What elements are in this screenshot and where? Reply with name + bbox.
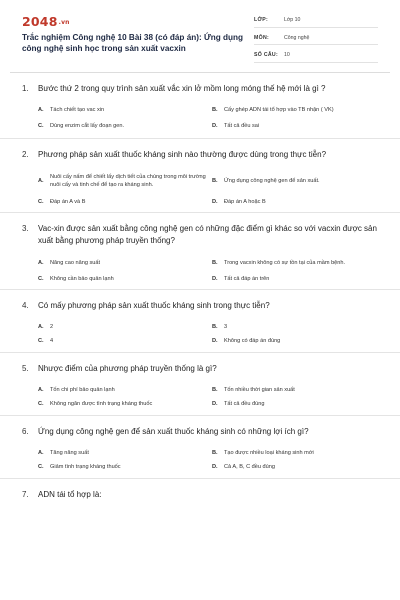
- option-text: Năng cao năng suất: [50, 259, 101, 266]
- answer-option[interactable]: [38, 460, 212, 474]
- option-text: Không ngăn được tình trạng kháng thuốc: [50, 400, 153, 407]
- answer-option[interactable]: [38, 254, 212, 272]
- option-key: A.: [38, 386, 44, 393]
- option-key: A.: [38, 259, 44, 266]
- option-key: C.: [38, 275, 44, 282]
- logo-suffix: .vn: [58, 19, 70, 26]
- question-text: ADN tái tổ hợp là:: [38, 490, 102, 499]
- logo-text: 2048: [22, 14, 58, 29]
- question-text-row: [22, 149, 386, 163]
- question-text-row: [22, 363, 386, 377]
- question-number: 7.: [22, 490, 29, 499]
- option-text: Tất cả đều đúng: [224, 400, 265, 407]
- info-label: MÔN:: [254, 34, 270, 41]
- option-key: B.: [212, 323, 218, 330]
- page-title: Trắc nghiệm Công nghệ 10 Bài 38 (có đáp án): Ứng dụng công nghệ sinh học trong sản xuất vacxin: [22, 33, 244, 53]
- option-grid: [38, 383, 386, 411]
- info-value: Công nghệ: [284, 34, 310, 41]
- answer-option[interactable]: [38, 397, 212, 411]
- option-text: Tốn nhiều thời gian sản xuất: [224, 386, 295, 393]
- question-text-row: [22, 426, 386, 440]
- info-label: SỐ CÂU:: [254, 52, 279, 59]
- question-number: 1.: [22, 84, 29, 93]
- question-item: [0, 353, 400, 416]
- answer-option[interactable]: [212, 460, 386, 474]
- question-text: Nhược điểm của phương pháp truyền thống là gì?: [38, 364, 217, 373]
- option-text: 3: [224, 323, 228, 330]
- option-grid: [38, 446, 386, 474]
- question-text: Ứng dụng công nghệ gen để sản xuất thuốc kháng sinh có những lợi ích gì?: [38, 427, 309, 436]
- question-text-row: [22, 300, 386, 314]
- info-row-count: [254, 49, 378, 63]
- option-key: C.: [38, 337, 44, 344]
- option-text: 4: [50, 337, 54, 344]
- question-item: [0, 479, 400, 503]
- info-row-subject: [254, 32, 378, 46]
- question-number: 5.: [22, 364, 29, 373]
- option-text: Ứng dụng công nghệ gen để sản xuất.: [224, 177, 320, 184]
- option-key: B.: [212, 449, 218, 456]
- option-grid: [38, 254, 386, 286]
- answer-option[interactable]: [38, 118, 212, 134]
- answer-option[interactable]: [212, 446, 386, 460]
- answer-option[interactable]: [38, 383, 212, 397]
- option-text: Không có đáp án đúng: [224, 337, 281, 344]
- question-item: [0, 139, 400, 213]
- header: [0, 0, 400, 70]
- question-number: 4.: [22, 301, 29, 310]
- option-text: Tất cả đáp án trên: [224, 275, 270, 282]
- question-number: 2.: [22, 150, 29, 159]
- option-grid: [38, 167, 386, 209]
- option-grid: [38, 320, 386, 348]
- option-text: Tất cả đều sai: [224, 122, 260, 129]
- question-list: [0, 73, 400, 503]
- option-key: D.: [212, 463, 218, 470]
- answer-option[interactable]: [38, 167, 212, 195]
- answer-option[interactable]: [38, 195, 212, 209]
- answer-option[interactable]: [212, 118, 386, 134]
- option-key: B.: [212, 259, 218, 266]
- answer-option[interactable]: [38, 334, 212, 348]
- info-value: Lớp 10: [284, 17, 301, 24]
- question-text: Vac-xin được sản xuất bằng công nghệ gen có những đặc điểm gì khác so với vacxin được sản xuất bằng phương pháp truyền thống?: [38, 224, 377, 245]
- option-key: D.: [212, 122, 218, 129]
- option-key: C.: [38, 400, 44, 407]
- answer-option[interactable]: [212, 102, 386, 118]
- option-key: B.: [212, 386, 218, 393]
- question-text: Có mấy phương pháp sản xuất thuốc kháng sinh trong thực tiễn?: [38, 301, 270, 310]
- info-panel: [254, 14, 378, 67]
- option-key: A.: [38, 323, 44, 330]
- answer-option[interactable]: [212, 320, 386, 334]
- answer-option[interactable]: [212, 167, 386, 195]
- question-item: [0, 416, 400, 479]
- option-key: C.: [38, 198, 44, 205]
- option-text: Tốn chi phí bảo quản lạnh: [50, 386, 115, 393]
- answer-option[interactable]: [212, 383, 386, 397]
- question-item: [0, 213, 400, 290]
- answer-option[interactable]: [212, 254, 386, 272]
- answer-option[interactable]: [38, 272, 212, 286]
- option-text: Trong vacxin không có sự tồn tại của mầm bệnh.: [224, 259, 346, 266]
- question-text: Bước thứ 2 trong quy trình sản xuất vắc xin lở mồm long móng thế hệ mới là gì ?: [38, 84, 326, 93]
- option-key: D.: [212, 400, 218, 407]
- option-key: A.: [38, 106, 44, 113]
- question-number: 3.: [22, 224, 29, 233]
- option-text: Đáp án A và B: [50, 198, 86, 205]
- option-key: B.: [212, 177, 218, 184]
- question-item: [0, 290, 400, 353]
- option-text: Tăng năng suất: [50, 449, 89, 456]
- question-text-row: [22, 489, 386, 503]
- info-label: LỚP:: [254, 17, 268, 24]
- option-key: C.: [38, 122, 44, 129]
- option-text: 2: [50, 323, 54, 330]
- option-text: Cấy ghép ADN tái tổ hợp vào TB nhận ( VK): [224, 106, 334, 113]
- question-item: [0, 73, 400, 139]
- answer-option[interactable]: [212, 334, 386, 348]
- site-logo[interactable]: [22, 14, 70, 29]
- option-key: A.: [38, 177, 44, 184]
- option-text: Tách chiết tạo vac xin: [50, 106, 105, 113]
- option-text: Giảm tình trạng kháng thuốc: [50, 463, 121, 470]
- answer-option[interactable]: [38, 320, 212, 334]
- option-text: Nuôi cấy nấm để chiết lấy dịch tiết của chúng trong môi trường nuôi cấy và tinh chế để tạo ra kháng sinh.: [50, 173, 206, 188]
- answer-option[interactable]: [38, 102, 212, 118]
- answer-option[interactable]: [212, 397, 386, 411]
- option-key: D.: [212, 275, 218, 282]
- option-text: Cả A, B, C đều đúng: [224, 463, 275, 470]
- option-key: C.: [38, 463, 44, 470]
- option-grid: [38, 102, 386, 134]
- option-text: Đáp án A hoặc B: [224, 198, 266, 205]
- option-text: Không cần bảo quản lạnh: [50, 275, 114, 282]
- option-key: D.: [212, 337, 218, 344]
- option-key: A.: [38, 449, 44, 456]
- question-text-row: [22, 83, 386, 97]
- question-text: Phương pháp sản xuất thuốc kháng sinh nào thường được dùng trong thực tiễn?: [38, 150, 327, 159]
- info-row-class: [254, 14, 378, 28]
- option-text: Dùng enzim cắt lấy đoạn gen.: [50, 122, 125, 129]
- option-key: B.: [212, 106, 218, 113]
- question-number: 6.: [22, 427, 29, 436]
- info-value: 10: [284, 52, 290, 59]
- question-text-row: [22, 223, 386, 249]
- option-text: Tạo được nhiều loại kháng sinh mới: [224, 449, 314, 456]
- answer-option[interactable]: [38, 446, 212, 460]
- answer-option[interactable]: [212, 195, 386, 209]
- option-key: D.: [212, 198, 218, 205]
- answer-option[interactable]: [212, 272, 386, 286]
